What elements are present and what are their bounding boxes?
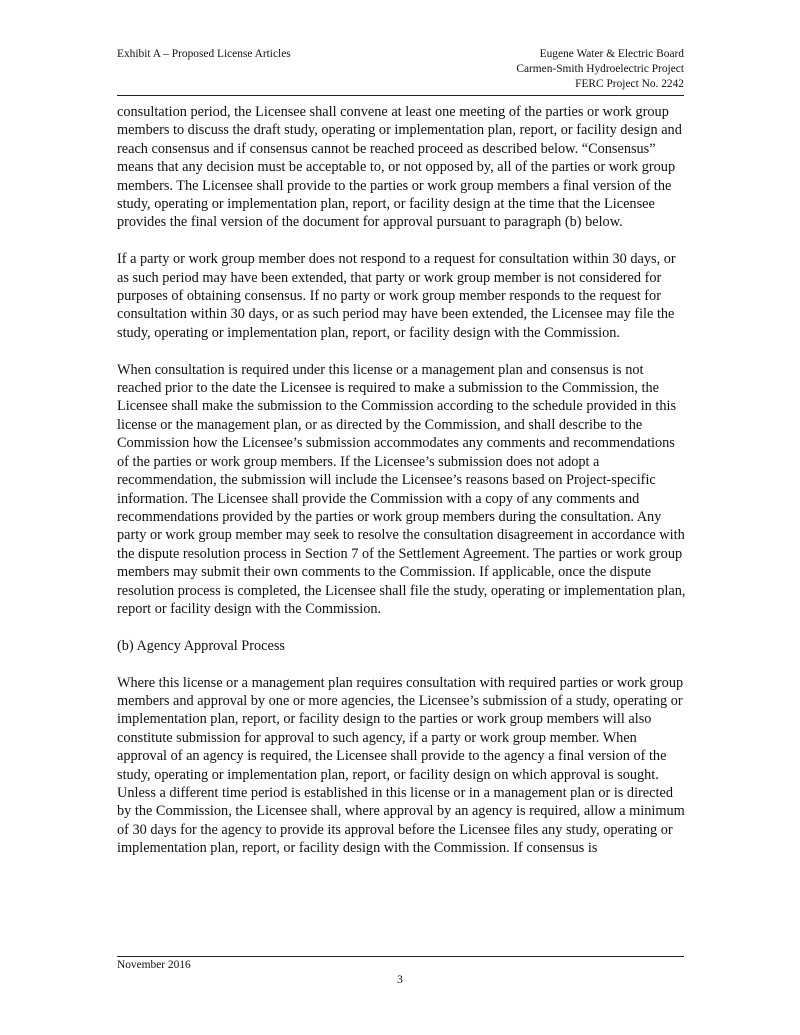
paragraph-consensus-not-reached: When consultation is required under this license or a management plan and consensus is not reached prior to the date the Licensee is required to make a submission to the Commission, the Licensee shall make the submission to the Commission according to the schedule provided in this license or the management plan, or as directed by the Commission, and shall describe to the Commission how the Licensee’s submission accommodates any comments and recommendations of the parties or work group members. If the Licensee’s submission does not adopt a recommendation, the submission will include the Licensee’s reasons based on Project-specific information. The Licensee shall provide the Commission with a copy of any comments and recommendations provided by the parties or work group members during the consultation. Any party or work group member may seek to resolve the consultation disagreement in accordance with the dispute resolution process in Section 7 of the Settlement Agreement. The parties or work group members may submit their own comments to the Commission. If applicable, once the dispute resolution process is completed, the Licensee shall file the study, operating or implementation plan, report or facility design with the Commission. <box>117 361 686 617</box>
header-document-title: Exhibit A – Proposed License Articles <box>117 48 291 60</box>
footer-date: November 2016 <box>117 959 191 971</box>
page-header <box>117 47 684 93</box>
header-divider <box>117 95 684 96</box>
paragraph-no-response: If a party or work group member does not respond to a request for consultation within 30 days, or as such period may have been extended, that party or work group member is not considered for purposes of obtaining consensus. If no party or work group member responds to the request for consultation within 30 days, or as such period may have been extended, the Licensee may file the study, operating or implementation plan, report, or facility design with the Commission. <box>117 251 676 341</box>
header-project-info <box>516 47 684 92</box>
paragraph-consultation-period: consultation period, the Licensee shall convene at least one meeting of the parties or work group members to discuss the draft study, operating or implementation plan, report, or facility design and reach consensus and if consensus cannot be reached proceed as described below. “Consensus” means that any decision must be acceptable to, or not opposed by, all of the parties or work group members. The Licensee shall provide to the parties or work group members a final version of the study, operating or implementation plan, report, or facility design at the time that the Licensee provides the final version of the document for approval pursuant to paragraph (b) below. <box>117 104 682 231</box>
section-heading-agency-approval: (b) Agency Approval Process <box>117 637 285 654</box>
paragraph-agency-approval: Where this license or a management plan requires consultation with required parties or work group members and approval by one or more agencies, the Licensee’s submission of a study, operating or implementation plan, report, or facility design to the parties or work group members will also constitute submission for approval to such agency, if a party or work group member. When approval of an agency is required, the Licensee shall provide to the agency a final version of the study, operating or implementation plan, report, or facility design on which approval is sought. Unless a different time period is established in this license or in a management plan or is directed by the Commission, the Licensee shall, where approval by an agency is required, allow a minimum of 30 days for the agency to provide its approval before the Licensee files any study, operating or implementation plan, report, or facility design with the Commission. If consensus is <box>117 674 685 857</box>
footer-divider <box>117 956 684 957</box>
document-body <box>117 103 687 876</box>
header-project-number: FERC Project No. 2242 <box>575 78 684 90</box>
page-number: 3 <box>397 974 403 986</box>
header-project-name: Carmen-Smith Hydroelectric Project <box>516 63 684 75</box>
header-organization: Eugene Water & Electric Board <box>539 48 684 60</box>
